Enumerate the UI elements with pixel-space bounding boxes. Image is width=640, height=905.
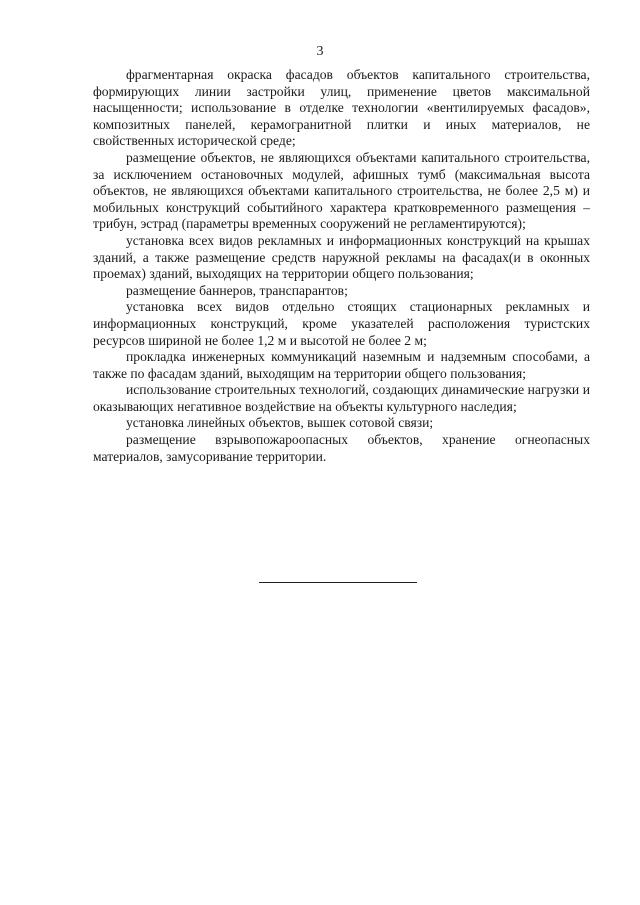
paragraph-roof-advertising: установка всех видов рекламных и информационных конструкций на крышах зданий, а также размещение средств наружной рекламы на фасадах(и в оконных проемах) зданий, выходящих на территории общего пользования; xyxy=(93,232,590,282)
end-divider-line xyxy=(259,582,417,583)
body-text xyxy=(93,67,590,465)
paragraph-construction-technologies: использование строительных технологий, создающих динамические нагрузки и оказывающих негативное воздействие на объекты культурного наследия; xyxy=(93,382,590,414)
paragraph-engineering-utilities: прокладка инженерных коммуникаций наземным и надземным способами, а также по фасадам зданий, выходящим на территории общего пользования; xyxy=(93,349,590,381)
paragraph-hazardous-objects: размещение взрывопожароопасных объектов, хранение огнеопасных материалов, замусоривание территории. xyxy=(93,432,590,464)
paragraph-standalone-advertising: установка всех видов отдельно стоящих стационарных рекламных и информационных конструкций, кроме указателей расположения туристских ресурсов шириной не более 1,2 м и высотой не более 2 м; xyxy=(93,299,590,348)
paragraph-linear-objects: установка линейных объектов, вышек сотовой связи; xyxy=(126,415,434,431)
paragraph-banners: размещение баннеров, транспарантов; xyxy=(126,282,348,298)
paragraph-facade-painting: фрагментарная окраска фасадов объектов капитального строительства, формирующих линии застройки улиц, применение цветов максимальной насыщенности; использование в отделке технологии «вентилируемых фасадов», композитных панелей, керамогранитной плитки и иных материалов, не свойственных исторической среде; xyxy=(93,67,590,149)
paragraph-non-capital-objects: размещение объектов, не являющихся объектами капитального строительства, за исключением остановочных модулей, афишных тумб (максимальная высота объектов, не являющихся объектами капитального строительства, не более 2,5 м) и мобильных конструкций событийного характера кратковременного размещения – трибун, эстрад (параметры временных сооружений не регламентируются); xyxy=(93,149,590,232)
page-number: 3 xyxy=(316,44,324,59)
